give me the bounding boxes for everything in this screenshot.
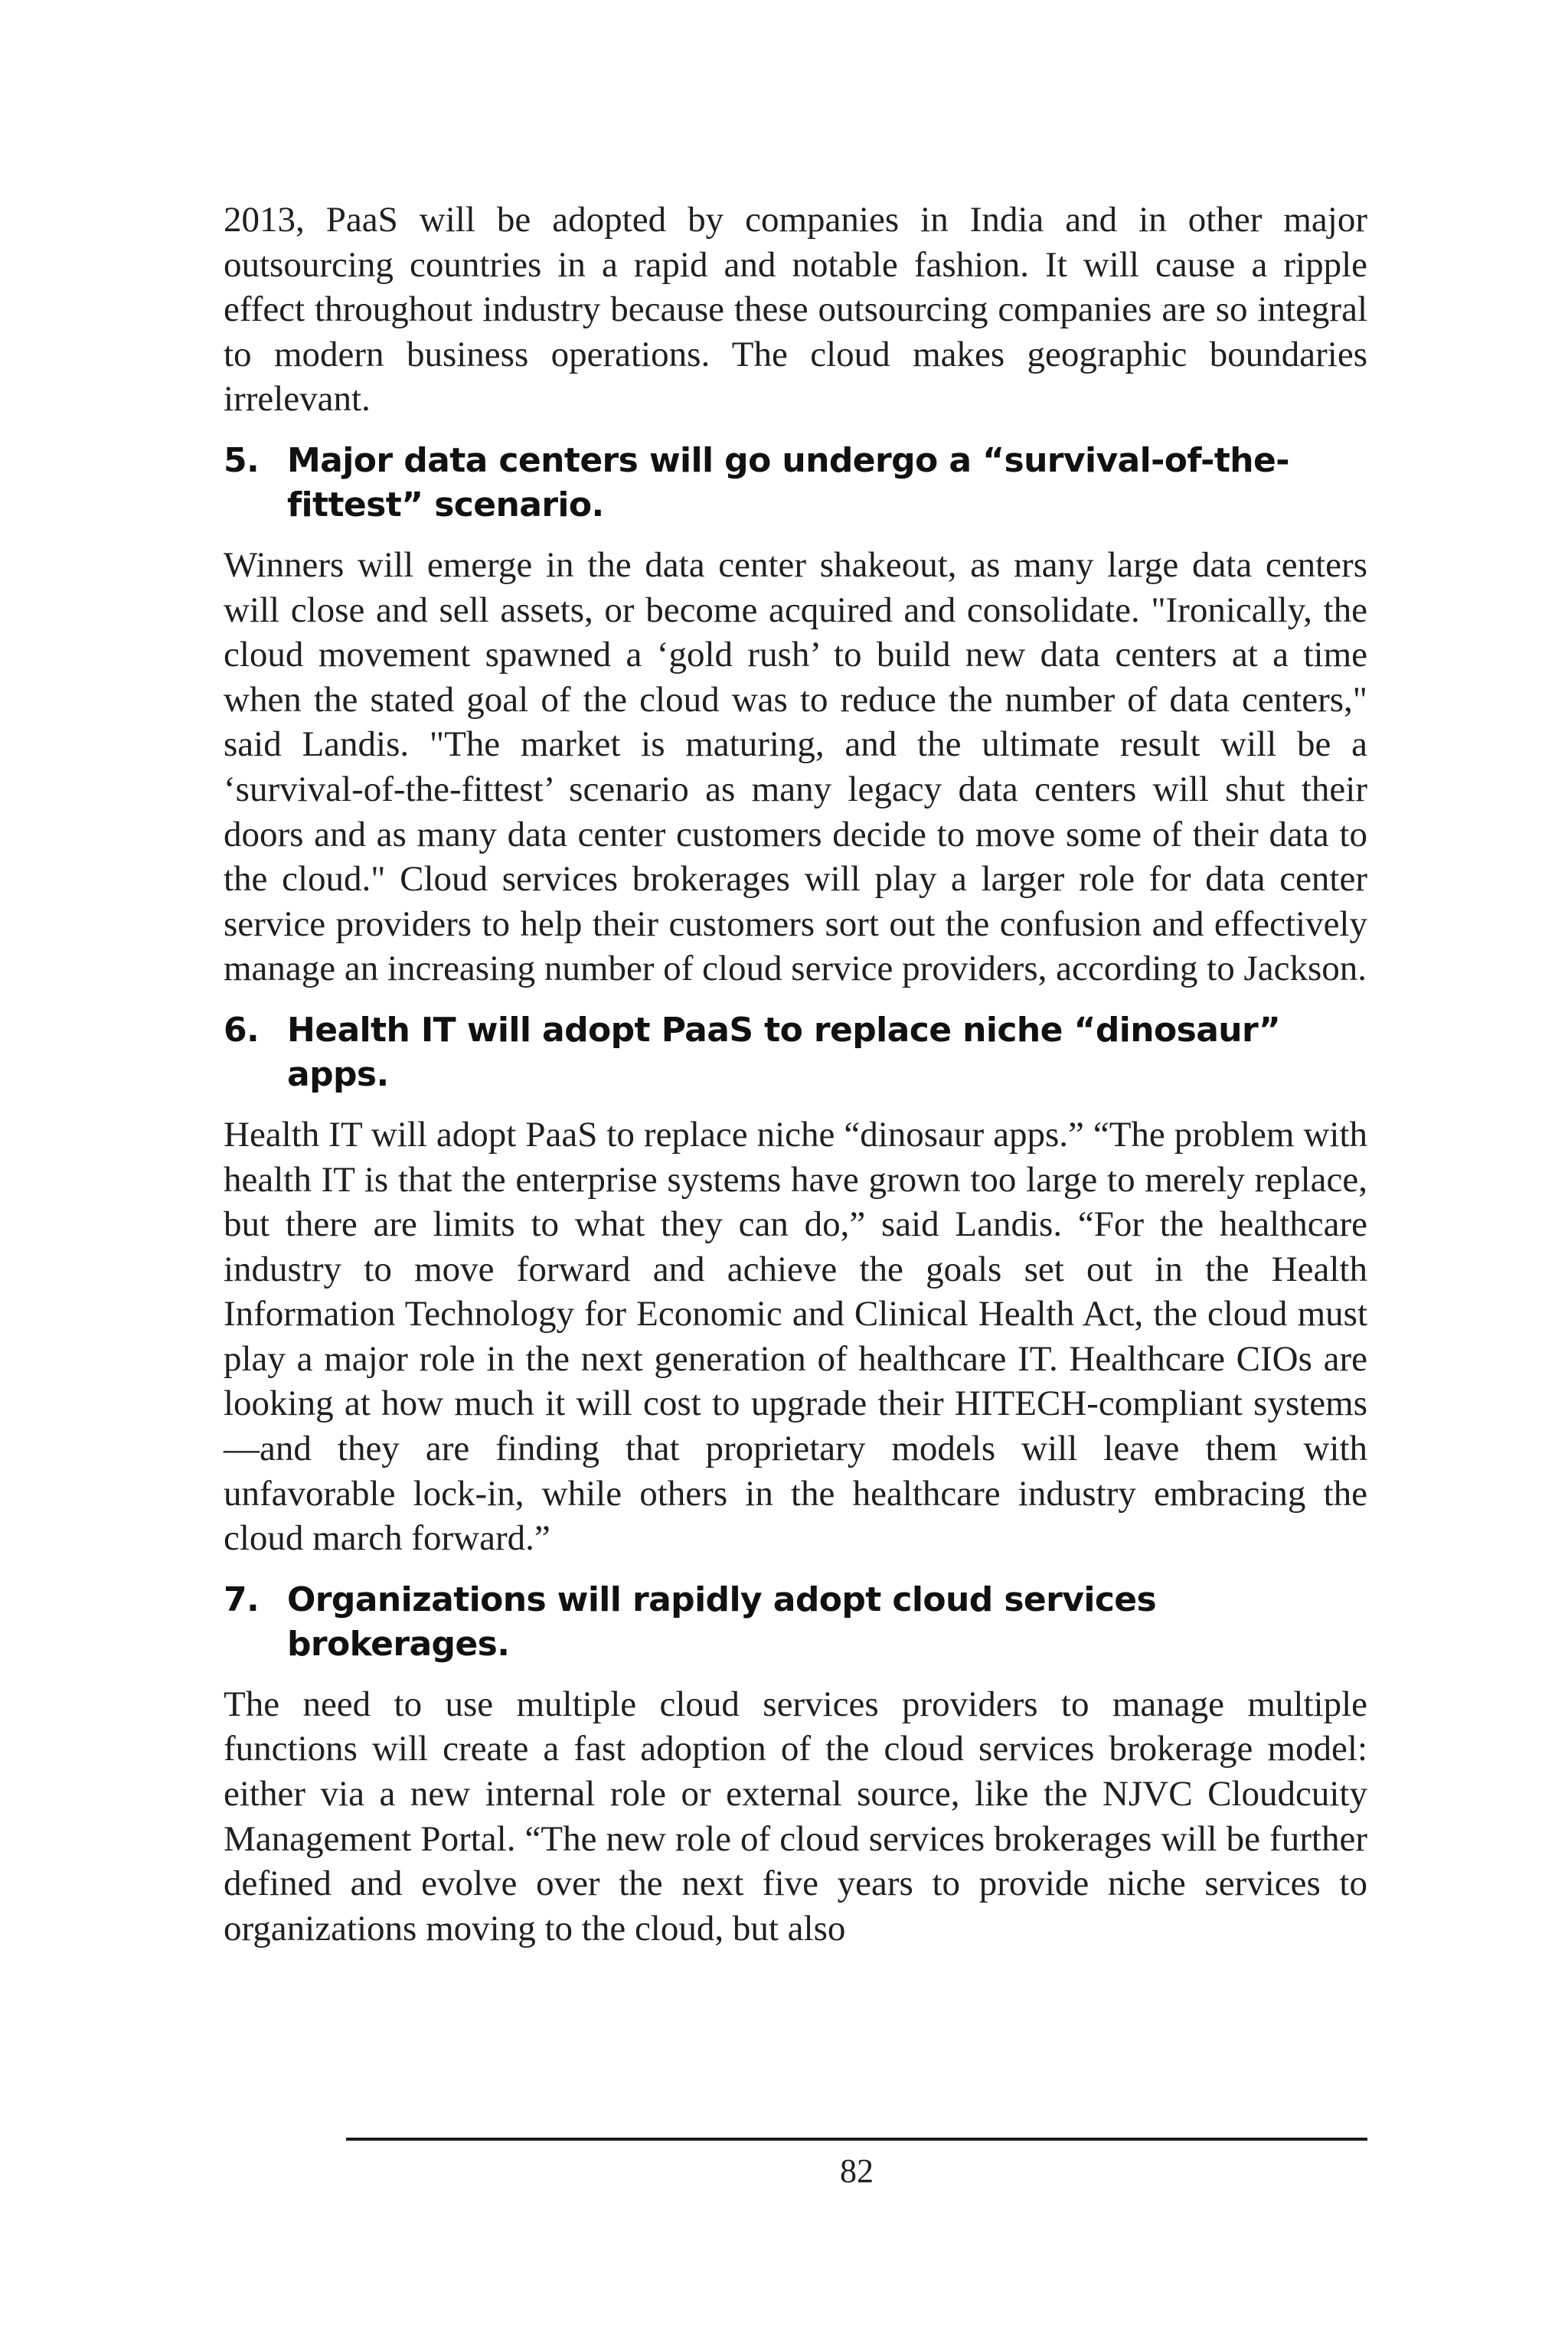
intro-paragraph: 2013, PaaS will be adopted by companies in India and in other major outsourcing countries in a rapid and notable fashion. It will cause a ripple effect throughout industry because these outsourcing companies are so integral to modern business operations. The cloud makes geographic boundaries irrelevant.	[224, 200, 1367, 420]
section-5-heading-line-2: fittest” scenario.	[287, 485, 604, 524]
section-6-heading-text: Health IT will adopt PaaS to replace niche “dinosaur” apps.	[287, 1010, 1281, 1094]
page-content	[224, 198, 1367, 1951]
section-7-heading	[224, 1578, 1367, 1667]
section-7-heading-line-2: brokerages.	[287, 1624, 510, 1664]
page-number: 82	[840, 2152, 874, 2190]
section-6-number: 6.	[224, 1010, 260, 1050]
section-6-heading	[224, 1008, 1367, 1097]
section-5-heading	[224, 439, 1367, 528]
section-5-body: Winners will emerge in the data center shakeout, as many large data centers will close and sell assets, or become acquired and consolidate. "Ironically, the cloud movement spawned a ‘gold rush’ to build new data centers at a time when the stated goal of the cloud was to reduce the number of data centers," said Landis. "The market is maturing, and the ultimate result will be a ‘survival-of-the-fittest’ scenario as many legacy data centers will shut their doors and as many data center customers decide to move some of their data to the cloud." Cloud services brokerages will play a larger role for data center service providers to help their customers sort out the confusion and effectively manage an increasing number of cloud service providers, according to Jackson.	[224, 544, 1367, 989]
section-5-heading-line-1: Major data centers will go undergo a “survival-of-the-	[287, 440, 1289, 480]
section-7-heading-line-1: Organizations will rapidly adopt cloud services	[287, 1579, 1157, 1619]
section-5-number: 5.	[224, 440, 260, 480]
section-6-body: Health IT will adopt PaaS to replace niche “dinosaur apps.” “The problem with health IT is that the enterprise systems have grown too large to merely replace, but there are limits to what they can do,” said Landis. “For the healthcare industry to move forward and achieve the goals set out in the Health Information Technology for Economic and Clinical Health Act, the cloud must play a major role in the next generation of healthcare IT. Healthcare CIOs are looking at how much it will cost to upgrade their HITECH-compliant systems—and they are finding that proprietary models will leave them with unfavorable lock-in, while others in the healthcare industry embracing the cloud march forward.”	[224, 1114, 1367, 1559]
section-7-number: 7.	[224, 1579, 260, 1619]
section-7-body: The need to use multiple cloud services providers to manage multiple functions will create a fast adoption of the cloud services brokerage model: either via a new internal role or external source, like the NJVC Cloudcuity Management Portal. “The new role of cloud services brokerages will be further defined and evolve over the next five years to provide niche services to organizations moving to the cloud, but also	[224, 1684, 1367, 1949]
footer-divider	[346, 2138, 1367, 2141]
